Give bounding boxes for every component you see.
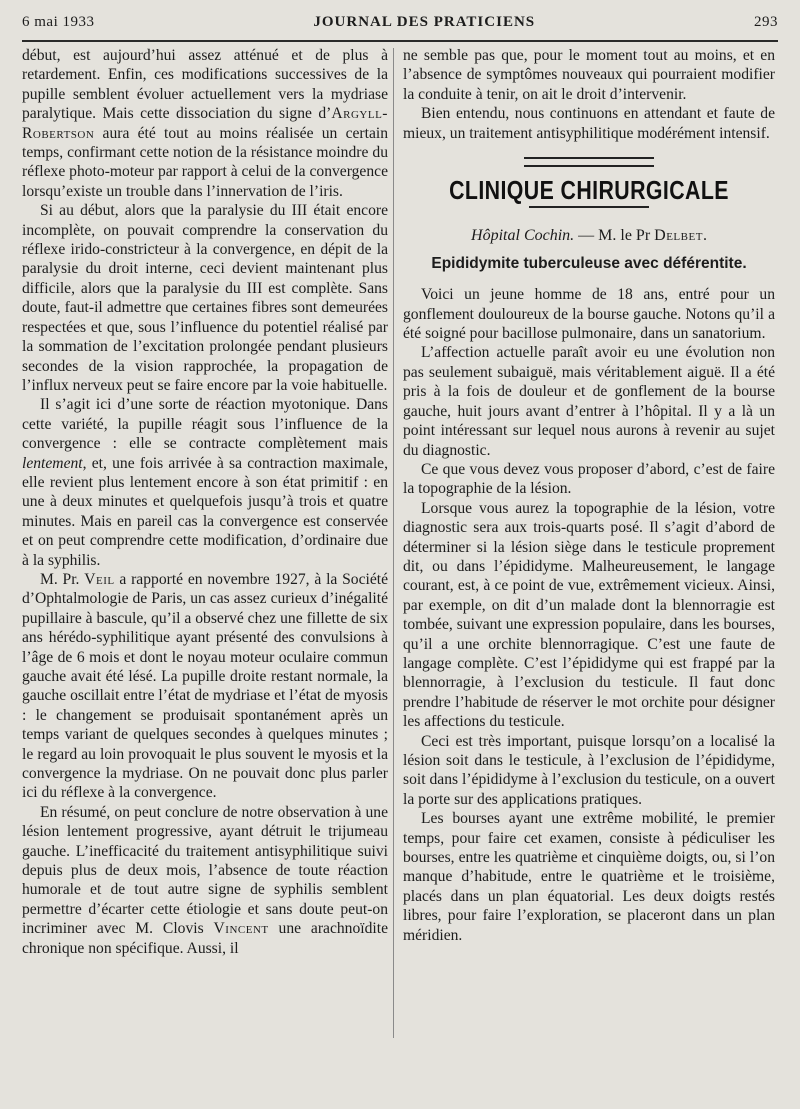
- paragraph: Ce que vous devez vous proposer d’abord, c’est de faire la topographie de la lésion.: [403, 460, 775, 498]
- professor-name: Delbet: [654, 227, 703, 245]
- paragraph: Les bourses ayant une extrême mobilité, le premier temps, pour faire cet examen, consiste à pédiculiser les bourses, entre les quatrième et cinquième doigts, ou, si l’on manque d’habitude, entre le quatrième et le troisième, placés dans un plan équatorial. Les deux doigts restés libres, pour faire l’exploration, se placeront dans un plan méridien.: [403, 810, 775, 944]
- paragraph: ne semble pas que, pour le moment tout au moins, et en l’absence de symptômes nouveaux qui pourraient modifier la conduite à tenir, on ait le droit d’intervenir.: [403, 47, 775, 103]
- author-name: Vincent: [213, 920, 269, 938]
- running-header: [22, 14, 778, 42]
- paragraph: Voici un jeune homme de 18 ans, entré pour un gonflement douloureux de la bourse gauche. Notons qu’il a été soigné pour bacillose pulmonaire, dans un sanatorium.: [403, 286, 775, 343]
- page-number: 293: [753, 14, 778, 30]
- section-separator: [524, 157, 654, 167]
- section-title: CLINIQUE CHIRURGICALE: [449, 175, 729, 206]
- paragraph: début, est aujourd’hui assez atténué et de plus à retardement. Enfin, ces modifications successives de la pupille semblent évoluer actuellement vers la mydriase paralytique. Mais cette dissociation du signe d’Argyll-Robertson aura été tout au moins réalisée un certain temps, confirmant cette notion de la résistance moindre du réflexe photo-moteur par rapport à celui de la convergence lorsqu’existe un trouble dans l’innervation de l’iris.: [22, 47, 388, 200]
- paragraph: M. Pr. Veil a rapporté en novembre 1927, à la Société d’Ophtalmologie de Paris, un cas assez curieux d’inégalité pupillaire à bascule, qu’il a observé chez une fillette de six ans hérédo-syphilitique ayant présenté des convulsions à l’âge de 6 mois et dont le noyau moteur oculaire commun gauche avait été lésé. La pupille droite restant normale, la gauche oscillait entre l’état de mydriase et l’état de myosis : le changement se produisait spontanément après un temps variant de quelques secondes à quelques minutes ; le regard au loin provoquait le plus souvent le myosis et la convergence la mydriase. On ne pouvait donc plus parler ici du réflexe à la convergence.: [22, 570, 389, 802]
- hospital-line: Hôpital Cochin. — M. le Pr Delbet.: [471, 227, 707, 245]
- right-column: [403, 46, 775, 945]
- paragraph: Ceci est très important, puisque lorsqu’on a localisé la lésion soit dans le testicule, à l’exclusion de l’épididyme, soit dans l’épididyme à l’exclusion du testicule, on a ouvert la porte sur des applications pratiques.: [403, 732, 775, 808]
- case-title: Epididymite tuberculeuse avec déférentite.: [431, 254, 747, 272]
- paragraph: Lorsque vous aurez la topographie de la lésion, votre diagnostic sera aux trois-quarts posé. Il s’agit d’abord de déterminer si la lésion siège dans le testicule proprement dit, ou dans l’épididyme. Malheureusement, le langage courant, est, à ce point de vue, extrêmement vicieux. Ainsi, par exemple, on dit d’un malade dont la blennorragie est tombée, suivant une expression populaire, dans les bourses, qu’il a une orchite blennorragique. C’est une faute de langage complète. C’est l’épididyme qui est frappé par la blennorragie, à l’exclusion du testicule. Il faut donc prendre l’habitude de réserver le mot orchite pour désigner les affections du testicule.: [403, 499, 775, 731]
- issue-date: 6 mai 1933: [22, 14, 95, 30]
- paragraph: Bien entendu, nous continuons en attendant et faute de mieux, un traitement antisyphilitique modérément intensif.: [403, 105, 775, 142]
- left-column: [22, 46, 388, 958]
- paragraph: Si au début, alors que la paralysie du III était encore incomplète, on pouvait comprendre la conservation du réflexe irido-constricteur à la convergence, en dépit de la paralysie du droit interne, ceci devient maintenant plus difficile, alors que la paralysie du III est complète. Sans doute, faut-il admettre que certaines fibres sont demeurées respectées et que, sous l’influence du potentiel réalisé par la sommation de l’excitation prolongée pendant plusieurs secondes de la vision rapprochée, la propagation de l’influx nerveux peut se faire encore par la voie habituelle.: [22, 202, 388, 394]
- paragraph: Il s’agit ici d’une sorte de réaction myotonique. Dans cette variété, la pupille réagit sous l’influence de la convergence : elle se contracte complètement mais lentement, et, une fois arrivée à sa contraction maximale, elle revient plus lentement encore à son état primitif : en une à deux minutes et quelquefois jusqu’à trois et quatre minutes. Mais en pareil cas la convergence est conservée et on peut comprendre cette modification, d’ordinaire due à la syphilis.: [22, 396, 388, 569]
- paragraph: En résumé, on peut conclure de notre observation à une lésion lentement progressive, ayant détruit le trijumeau gauche. L’inefficacité du traitement antisyphilitique suivi depuis plus de deux mois, l’absence de toute réaction humorale et de tout autre signe de syphilis semblent permettre d’écarter cette étiologie et sans doute peut-on incriminer avec M. Clovis Vincent une arachnoïdite chronique non spécifique. Aussi, il: [22, 803, 388, 957]
- title-underline: [529, 206, 649, 208]
- author-name: Argyll-Robertson: [22, 105, 388, 142]
- journal-title: JOURNAL DES PRATICIENS: [313, 14, 536, 30]
- author-name: Veil: [84, 570, 115, 588]
- paragraph: L’affection actuelle paraît avoir eu une évolution non pas seulement subaiguë, mais véritablement aiguë. Il a été pris à la fois de douleur et de gonflement de la bourse gauche, huit jours avant d’entrer à l’hôpital. Il y a là un point intéressant sur lequel nous aurons à revenir au sujet du diagnostic.: [403, 344, 775, 459]
- column-divider: [393, 48, 394, 1038]
